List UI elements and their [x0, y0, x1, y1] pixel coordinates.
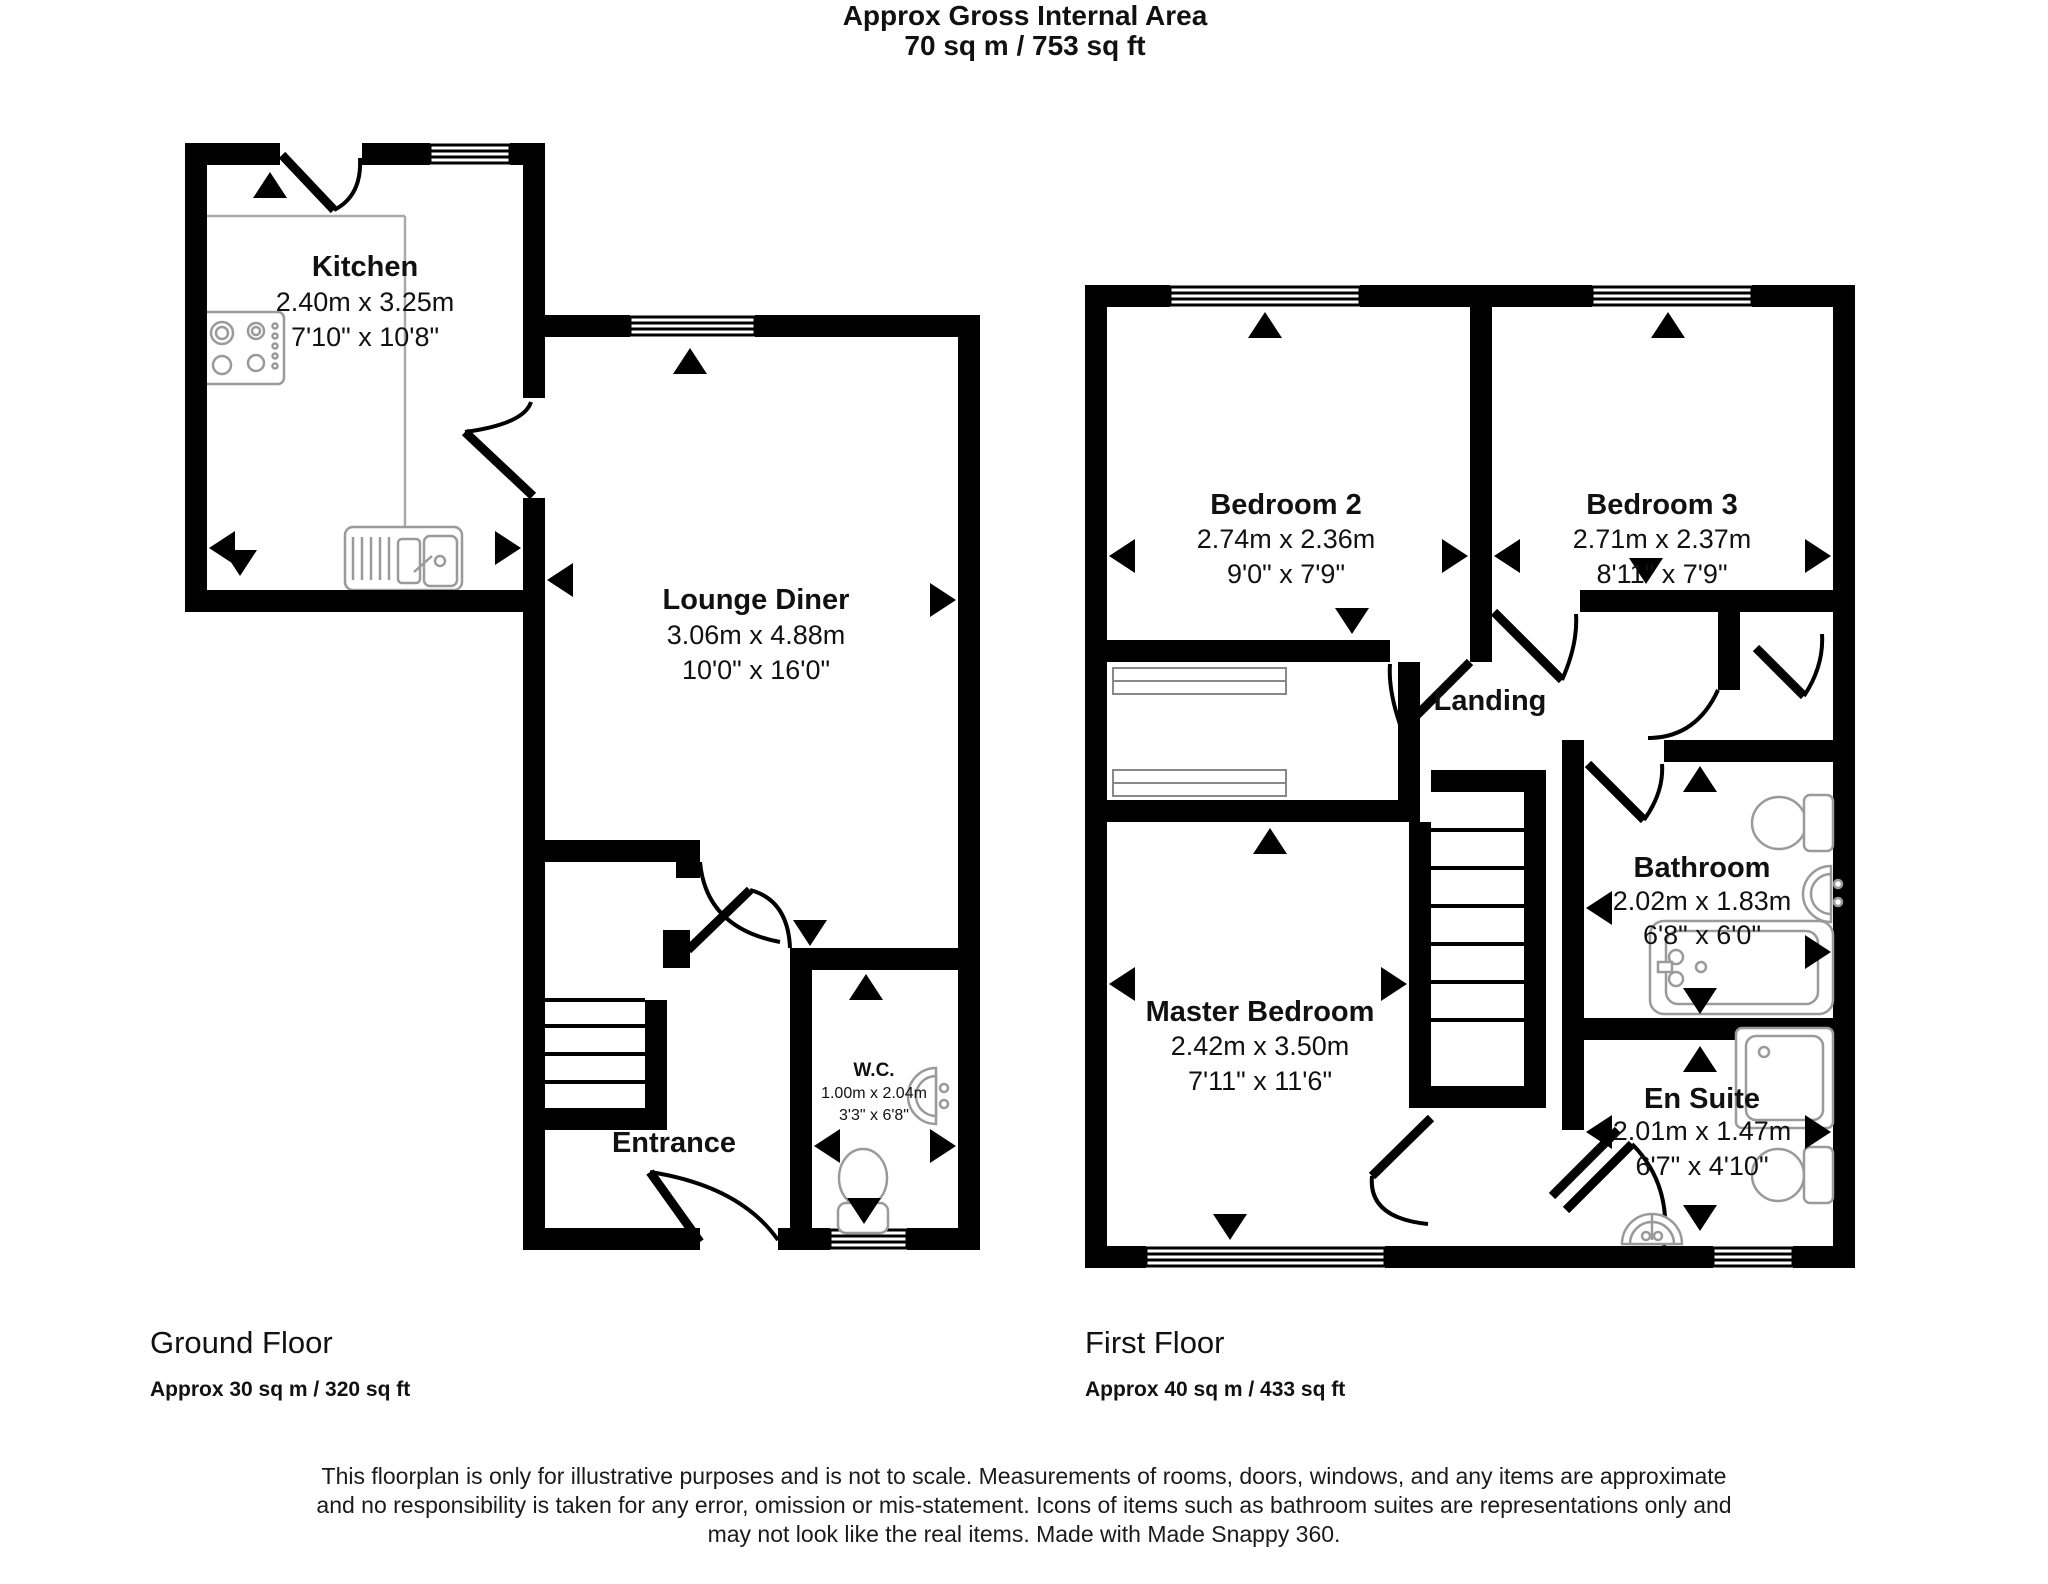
bathroom-imperial: 6'8" x 6'0" — [1642, 920, 1762, 950]
window-symbols-ground — [430, 145, 907, 1248]
arrow-down — [793, 920, 827, 946]
bedroom3-imperial: 8'11" x 7'9" — [1596, 559, 1728, 589]
wc-metric: 1.00m x 2.04m — [821, 1085, 927, 1102]
door-leaf — [465, 432, 533, 496]
arrow-down — [1213, 1214, 1247, 1240]
disclaimer-line2: and no responsibility is taken for any error, omission or mis-statement. Icons of items such as bathroom suites are representations only and — [316, 1492, 1732, 1518]
door-leaf — [1588, 764, 1644, 820]
door-arc — [1648, 690, 1718, 738]
page-title: Approx Gross Internal Area — [842, 0, 1208, 31]
arrow-up — [1683, 766, 1717, 792]
ensuite-metric: 2.01m x 1.47m — [1612, 1116, 1792, 1146]
landing-label: Landing — [1433, 685, 1547, 717]
bedroom3-metric: 2.71m x 2.37m — [1572, 524, 1752, 554]
arrow-up — [673, 348, 707, 374]
toilet-icon — [1752, 795, 1833, 851]
door-leaf — [282, 155, 334, 210]
lounge-diner-metric: 3.06m x 4.88m — [666, 620, 846, 650]
disclaimer-line1: This floorplan is only for illustrative purposes and is not to scale. Measurements of rooms, doors, windows, and any items are approximate — [321, 1463, 1727, 1489]
arrow-left — [1109, 539, 1135, 573]
bedroom2-imperial: 9'0" x 7'9" — [1226, 559, 1346, 589]
arrow-down — [1335, 608, 1369, 634]
arrow-down — [1683, 1205, 1717, 1231]
door-arc — [465, 402, 531, 432]
door-leaf — [1372, 1118, 1431, 1176]
first-floor-area: Approx 40 sq m / 433 sq ft — [1085, 1378, 1346, 1401]
ground-floor-title: Ground Floor — [150, 1325, 333, 1360]
wc-label: W.C. — [853, 1060, 895, 1081]
arrow-up — [1253, 828, 1287, 854]
arrow-right — [1805, 539, 1831, 573]
arrow-left — [1109, 967, 1135, 1001]
sink-icon — [345, 527, 462, 590]
disclaimer-line3: may not look like the real items. Made with Made Snappy 360. — [707, 1521, 1341, 1547]
page-subtitle: 70 sq m / 753 sq ft — [904, 30, 1146, 61]
bathroom-metric: 2.02m x 1.83m — [1612, 886, 1792, 916]
door-arc — [1804, 634, 1822, 696]
arrow-up — [849, 974, 883, 1000]
arrow-up — [253, 172, 287, 198]
bedroom2-label: Bedroom 2 — [1210, 489, 1362, 521]
ground-floor-area: Approx 30 sq m / 320 sq ft — [150, 1378, 411, 1401]
first-floor-title: First Floor — [1085, 1325, 1225, 1360]
door-arc — [1562, 614, 1576, 680]
basin-icon — [1622, 1214, 1682, 1244]
door-arc — [1372, 1176, 1428, 1224]
door-leaf — [688, 890, 750, 950]
stairs-ground — [545, 1000, 645, 1082]
arrow-up — [1248, 312, 1282, 338]
master-bedroom-label: Master Bedroom — [1145, 996, 1375, 1028]
wc-imperial: 3'3" x 6'8" — [839, 1107, 909, 1124]
door-leaf — [1756, 648, 1804, 696]
arrow-right — [930, 583, 956, 617]
kitchen-label: Kitchen — [311, 251, 419, 283]
stairs-first — [1431, 830, 1524, 1020]
arrow-left — [209, 531, 235, 565]
arrow-right — [495, 531, 521, 565]
master-bedroom-imperial: 7'11" x 11'6" — [1187, 1066, 1333, 1096]
arrow-right — [1381, 967, 1407, 1001]
entrance-label: Entrance — [611, 1127, 737, 1159]
bedroom2-metric: 2.74m x 2.36m — [1196, 524, 1376, 554]
arrow-right — [930, 1129, 956, 1163]
arrow-up — [1683, 1046, 1717, 1072]
door-leaf — [1494, 612, 1562, 680]
arrow-left — [547, 563, 573, 597]
arrow-left — [1586, 891, 1612, 925]
door-arc — [1644, 764, 1662, 820]
master-bedroom-metric: 2.42m x 3.50m — [1170, 1031, 1350, 1061]
lounge-diner-label: Lounge Diner — [662, 584, 850, 616]
arrow-left — [1494, 539, 1520, 573]
arrow-right — [1442, 539, 1468, 573]
ensuite-label: En Suite — [1643, 1083, 1761, 1115]
wardrobe-icon — [1113, 668, 1286, 796]
lounge-diner-imperial: 10'0" x 16'0" — [681, 655, 831, 685]
bedroom3-label: Bedroom 3 — [1586, 489, 1738, 521]
arrow-up — [1651, 312, 1685, 338]
bathroom-label: Bathroom — [1633, 852, 1771, 884]
arrow-left — [814, 1129, 840, 1163]
kitchen-metric: 2.40m x 3.25m — [275, 287, 455, 317]
kitchen-imperial: 7'10" x 10'8" — [290, 322, 440, 352]
door-arc — [334, 158, 360, 210]
ensuite-imperial: 6'7" x 4'10" — [1635, 1151, 1769, 1181]
hob-icon — [200, 312, 284, 384]
